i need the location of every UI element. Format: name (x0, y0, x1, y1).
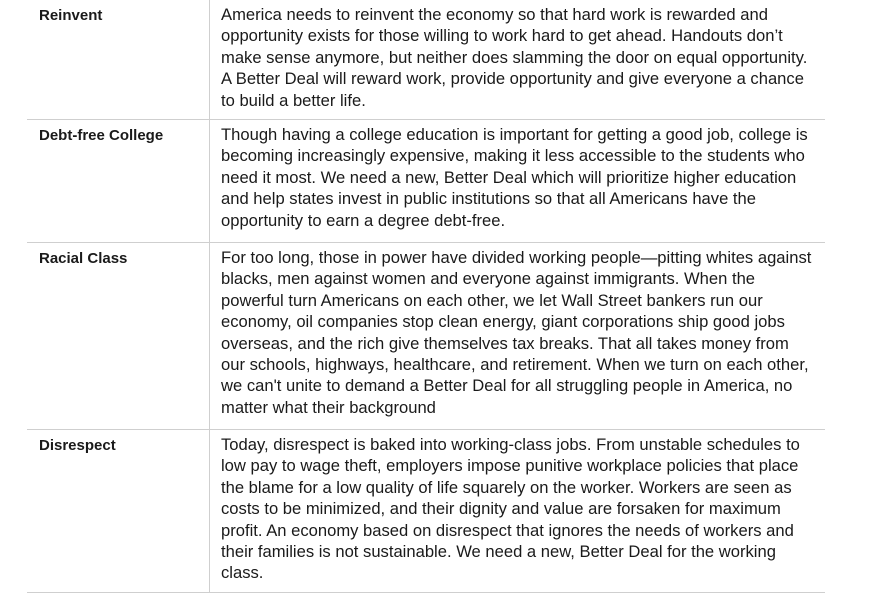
term-label: Debt-free College (27, 120, 210, 243)
term-description: Today, disrespect is baked into working-class jobs. From unstable schedules to low pay to wage theft, employers impose punitive workplace policies that place the blame for a low quality of life squarely on the worker. Workers are seen as costs to be minimized, and their dignity and value are forsaken for maximum profit. An economy based on disrespect that ignores the needs of workers and their families is not sustainable. We need a new, Better Deal for the working class. (221, 435, 800, 583)
table-row (27, 430, 825, 593)
term-label: Disrespect (27, 430, 210, 593)
definitions-table (27, 0, 825, 593)
table-row (27, 0, 825, 120)
term-description: Though having a college education is important for getting a good job, college is becoming increasingly expensive, making it less accessible to the students who need it most. We need a new, Better Deal which will prioritize higher education and help states invest in public institutions so that all Americans have the opportunity to earn a degree debt-free. (221, 125, 808, 230)
table-row (27, 120, 825, 243)
table-row (27, 243, 825, 430)
term-description: For too long, those in power have divided working people—pitting whites against blacks, men against women and everyone against immigrants. When the powerful turn Americans on each other, we let Wall Street bankers run our economy, oil companies stop clean energy, giant corporations ship good jobs overseas, and the rich give themselves tax breaks. That all takes money from our schools, highways, healthcare, and retirement. When we turn on each other, we can't unite to demand a Better Deal for all struggling people in America, no matter what their background (221, 248, 812, 417)
term-description: America needs to reinvent the economy so that hard work is rewarded and opportunity exists for those willing to work hard to get ahead. Handouts don’t make sense anymore, but neither does slamming the door on equal opportunity. A Better Deal will reward work, provide opportunity and give everyone a chance to build a better life. (221, 5, 808, 110)
term-label: Racial Class (27, 243, 210, 430)
term-label: Reinvent (27, 0, 210, 120)
